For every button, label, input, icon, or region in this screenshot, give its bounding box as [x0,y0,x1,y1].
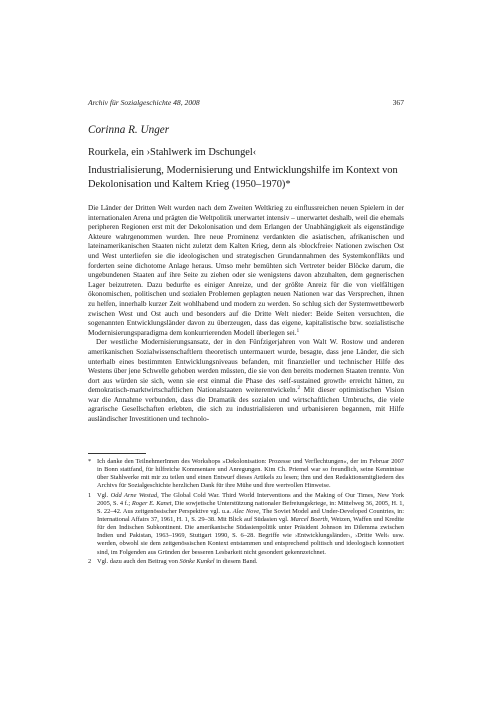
subtitle-footnote-marker[interactable]: * [285,178,291,190]
footnote-1-author-3: Alec Nove [232,508,260,516]
footnote-text [97,492,404,557]
footnote-1-pre: Vgl. [97,491,111,499]
footnote-2 [88,558,404,566]
paragraph-2 [88,338,404,424]
running-head [88,98,404,107]
footnote-1-author-1: Odd Arne Westad [110,491,158,499]
footnote-text [97,558,404,566]
footnote-1-author-2: Roger E. Kanet [131,499,172,507]
journal-title: Archiv für Sozialgeschichte 48, 2008 [88,98,200,107]
footnote-mark: 1 [88,491,92,499]
article-title: Rourkela, ein ›Stahlwerk im Dschungel‹ [88,147,257,158]
footnote-1-post: , Weizen, Waffen und Kredite für den Indischen Subkontinent. Die amerikanische Südasienpolitik unter Präsident Johnson im Dilemma zwischen Indien und Pakistan, 1963–1969, Stuttgart 1990, S. 6–28. Begriffe wie ›Entwicklungsländer‹, ›Dritte Welt‹ usw. werden, obwohl sie dem zeitgenössischen Kontext entstammen und entsprechend politisch und ideologisch konnotiert sind, im Folgenden aus Gründen der besseren Lesbarkeit nicht gesondert gekennzeichnet. [97,516,404,556]
article-author: Corinna R. Unger [88,124,170,136]
footnote-2-author-1: Sönke Kunkel [179,558,215,566]
footnote-1-mid-3: , The Soviet Model and Under-Developed Countries, in: International Affairs 37, 1961, H. 1, S. 29–38. Mit Blick auf Südasien vgl. [97,508,404,524]
footnotes [88,458,404,568]
footnote-ref-2[interactable]: 2 [297,386,300,392]
page-number: 367 [392,98,404,107]
footnote-star [88,458,404,490]
footnote-1-mid-2: , Die sowjetische Unterstützung nationaler Befreiungskriege, in: Mittelweg 36, 2005, H. 1, S. 22–42. Aus zeitgenössischer Perspektive vgl. u.a. [97,499,404,516]
footnote-mark: 2 [88,558,92,566]
paragraph-2-text-b: Mit dieser optimistischen Vision war die Annahme verbunden, dass die Dramatik des sozialen und wirtschaftlichen Umbruchs, die viele agrarische Gesellschaften erlebten, die sich zu industrialisieren und urbanisieren begannen, mit Hilfe ausländischer Investitionen und technolo- [88,386,404,424]
paragraph-2-text-a: Der westliche Modernisierungsansatz, der in den Fünfzigerjahren von Walt W. Rostow und anderen amerikanischen Sozialwissenschaftlern theoretisch untermauert wurde, besagte, dass jene Länder, die sich unterhalb eines bestimmten Entwicklungsniveaus befanden, mit finanzieller und technischer Hilfe des Westens über jene Schwelle gehoben werden müssten, die sie von den bereits modernen Staaten trennte. Von dort aus würden sie sich, wenn sie erst einmal die Phase des ›self-sustained growth‹ erreicht hätten, zu demokratisch-marktwirtschaftlichen Nationalstaaten weiterentwickeln. [88,338,404,395]
article-body [88,204,404,425]
footnote-text: Ich danke den TeilnehmerInnen des Workshops »Dekolonisation: Prozesse und Verflechtungen«, der im Februar 2007 in Bonn stattfand, für hilfreiche Kommentare und Anregungen. Kim Ch. Priemel war so freundlich, seine Kenntnisse über Stahlwerke mit mir zu teilen und einen Entwurf dieses Artikels zu lesen; ihm und den Redaktionsmitgliedern des Archivs für Sozialgeschichte herzlichen Dank für ihre Mühe und ihre wertvollen Hinweise. [97,458,404,490]
footnote-2-post: in diesem Band. [214,558,258,566]
article-subtitle [88,164,404,191]
footnote-1-mid-1: , The Global Cold War. Third World Interventions and the Making of Our Times, New York 2005, S. 4 f.; [97,491,404,507]
footnote-1 [88,492,404,557]
paragraph-1-text: Die Länder der Dritten Welt wurden nach dem Zweiten Weltkrieg zu einflussreichen neuen Spielern in der internationalen Arena und prägten die Weltpolitik unerwartet intensiv – unerwartet deshalb, weil die ehemals peripheren Regionen erst mit der Dekolonisation und dem Erlangen der Unabhängigkeit als eigenständige Akteure wahrgenommen wurden. Ihre neue Prominenz verdankten die asiatischen, afrikanischen und lateinamerikanischen Staaten nicht zuletzt dem Kalten Krieg, denn als ›blockfreie‹ Nationen zwischen Ost und West unterliefen sie die ideologischen und strategischen Grundannahmen des Systemkonflikts und forderten seine dichotome Anlage heraus. Umso mehr bemühten sich Vertreter beider Blöcke darum, die ungebundenen Staaten auf ihre Seite zu ziehen oder sie wenigstens davon abzuhalten, dem gegnerischen Lager beizutreten. Dazu bedurfte es einiger Anreize, und der größte Anreiz für die von vielfältigen ökonomischen, politischen und sozialen Problemen geplagten neuen Nationen war das Versprechen, ihnen zu helfen, innerhalb kurzer Zeit wohlhabend und modern zu werden. So schlug sich der Systemwettbewerb zwischen West und Ost auch und besonders auf die Dritte Welt nieder: Beide Seiten versuchten, die sogenannten Entwicklungsländer davon zu überzeugen, dass das eigene, kapitalistische bzw. sozialistische Modernisierungsparadigma dem konkurrierenden Modell überlegen sei. [88,204,404,337]
footnote-mark: * [88,458,92,465]
subtitle-text: Industrialisierung, Modernisierung und Entwicklungshilfe im Kontext von Dekolonisation und Kaltem Krieg (1950–1970) [88,165,398,190]
footnote-2-pre: Vgl. dazu auch den Beitrag von [97,558,180,566]
footnote-separator [88,453,146,454]
footnote-ref-1[interactable]: 1 [296,328,300,334]
paragraph-1 [88,204,404,338]
footnote-1-author-4: Marcel Boerth [290,516,328,524]
